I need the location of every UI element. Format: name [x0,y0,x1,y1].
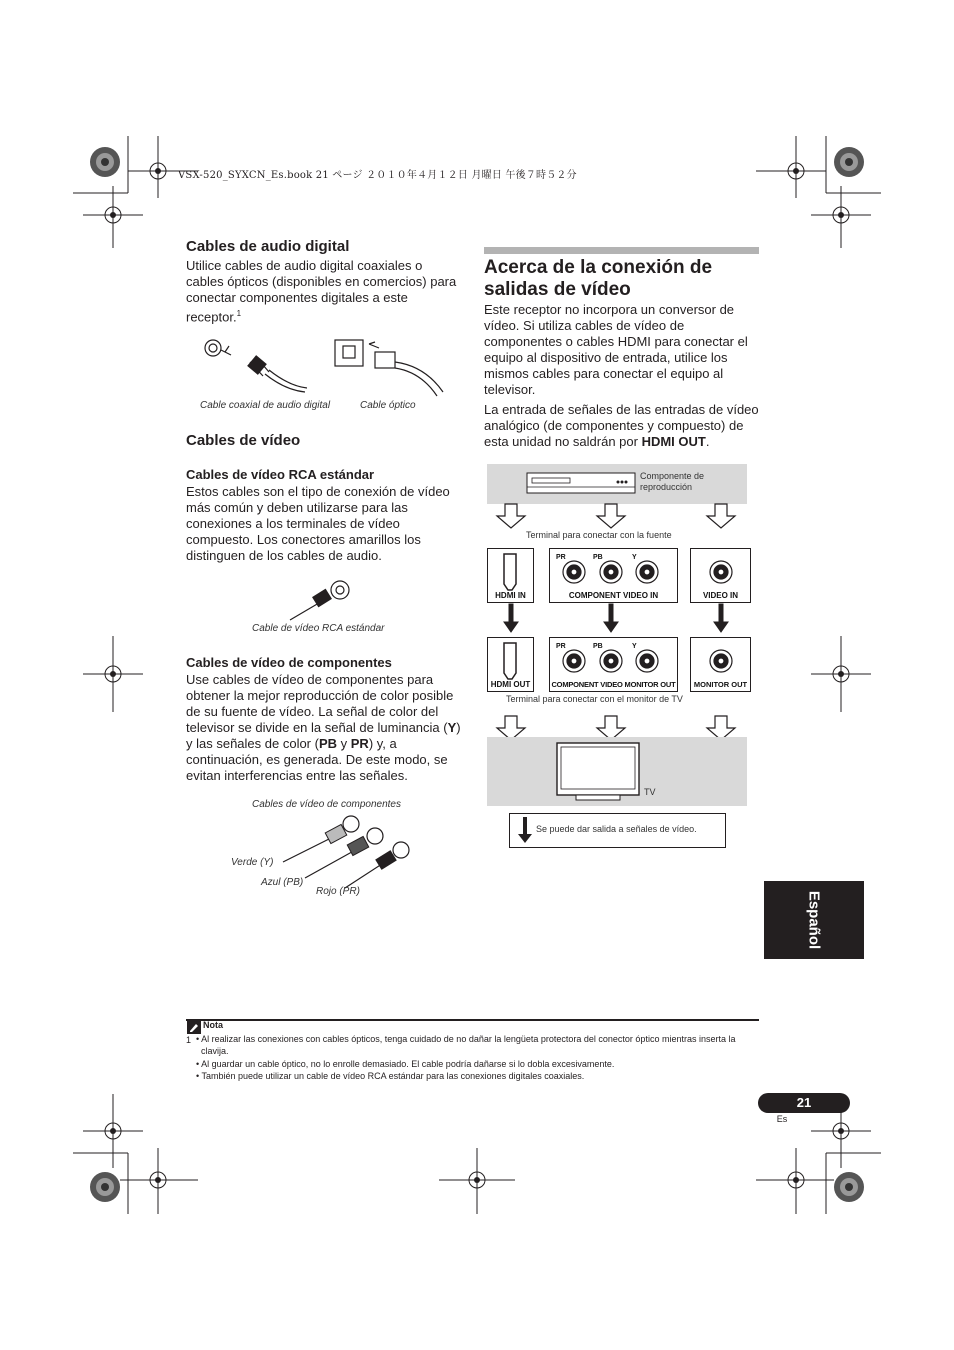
language-tab [764,881,864,959]
chroma-pb: PB [318,736,338,751]
component-text-and: y [337,736,351,751]
jack-pb-in: PB [593,554,603,561]
caption-coax: Cable coaxial de audio digital [200,400,331,411]
component-heading: Cables de vídeo de componentes [186,655,392,670]
component-text-2: ) y las señales de color ( [186,720,461,751]
right-para-2-end: . [705,434,710,449]
note-number: 1 [186,1035,192,1045]
label-red: Rojo (PR) [316,886,360,897]
component-out-label: COMPONENT VIDEO MONITOR OUT [551,680,676,689]
hdmi-out-bold: HDMI OUT [641,434,706,449]
note-list [196,1033,762,1082]
component-body [186,672,462,784]
language-tab-label: Español [805,890,823,950]
jack-y-in: Y [632,554,637,561]
legend-arrow-icon [517,816,533,844]
note-item-1: • Al realizar las conexiones con cables ópticos, tenga cuidado de no dañar la lengüeta protectora del conector óptico mientras inserta la clavija. [196,1034,736,1057]
hdmi-out-label: HDMI OUT [490,680,531,689]
component-in-label: COMPONENT VIDEO IN [568,591,659,600]
tv-icon [556,742,642,802]
jack-pr-in: PR [556,554,566,561]
monitor-terminal-label: Terminal para conectar con el monitor de TV [506,694,683,704]
right-para-2-text: La entrada de señales de las entradas de vídeo analógico (de componentes y compuesto) de esta unidad no saldrán por [484,402,759,449]
footnote-ref: 1 [236,309,242,318]
jack-y-out: Y [632,643,637,650]
audio-cables-heading: Cables de audio digital [186,238,350,255]
source-label: Componente de reproducción [640,471,705,492]
right-heading: Acerca de la conexión de salidas de vídeo [484,257,713,300]
monitor-out-label: MONITOR OUT [693,680,748,689]
tv-label: TV [644,787,656,797]
label-blue: Azul (PB) [261,877,304,888]
audio-cables-text: Utilice cables de audio digital coaxiales o cables ópticos (disponibles en comercios) para conectar componentes digitales a este receptor. [186,258,457,325]
legend-text: Se puede dar salida a señales de vídeo. [536,824,697,834]
right-para-2 [484,402,759,450]
rca-cable-illustration [280,574,360,624]
component-text-1: Use cables de vídeo de componentes para obtener la mejor reproducción de color posible de su fuente de vídeo. La señal de color del televisor se divide en la señal de luminancia ( [186,672,454,735]
page-number: 21 [796,1095,812,1110]
component-text-3: ) y, a continuación, es generada. De este modo, se evitan interferencias entre las señales. [186,736,448,783]
note-item-3: • También puede utilizar un cable de vídeo RCA estándar para las conexiones digitales coaxiales. [196,1070,585,1081]
jack-pr-out: PR [556,643,566,650]
right-para-1: Este receptor no incorpora un conversor de vídeo. Si utiliza cables de vídeo de componentes o cables HDMI para conectar el equipo al dispositivo de entrada, utilice los mismos cables para conectar el equipo al televisor. [484,302,748,397]
audio-cables-illustration [195,330,455,400]
rca-heading: Cables de vídeo RCA estándar [186,467,375,482]
book-header: VSX-520_SYXCN_Es.book 21 ページ ２０１０年４月１２日 月曜日 午後７時５２分 [178,170,577,181]
source-terminal-label: Terminal para conectar con la fuente [526,530,672,540]
section-rule [484,247,759,254]
page-number-badge [758,1093,850,1113]
lang-code: Es [776,1114,788,1124]
hdmi-in-label: HDMI IN [495,591,526,600]
component-caption: Cables de vídeo de componentes [252,799,401,810]
jack-pb-out: PB [593,643,603,650]
video-in-label: VIDEO IN [702,591,739,600]
audio-cables-body [186,258,458,325]
luma-y: Y [447,720,457,735]
notes-rule [186,1019,759,1021]
video-cables-heading: Cables de vídeo [186,432,301,449]
caption-optical: Cable óptico [360,400,416,411]
label-green: Verde (Y) [231,857,274,868]
chroma-pr: PR [350,736,369,751]
notes-title: Nota [203,1020,223,1030]
rca-caption: Cable de vídeo RCA estándar [252,623,385,634]
player-device [526,470,638,496]
rca-body: Estos cables son el tipo de conexión de vídeo más común y deben utilizarse para las conexiones a los terminales de vídeo compuesto. Los conectores amarillos los distinguen de los cables de audio. [186,484,450,563]
note-item-2: • Al guardar un cable óptico, no lo enrolle demasiado. El cable podría dañarse si lo dobla excesivamente. [196,1058,615,1069]
